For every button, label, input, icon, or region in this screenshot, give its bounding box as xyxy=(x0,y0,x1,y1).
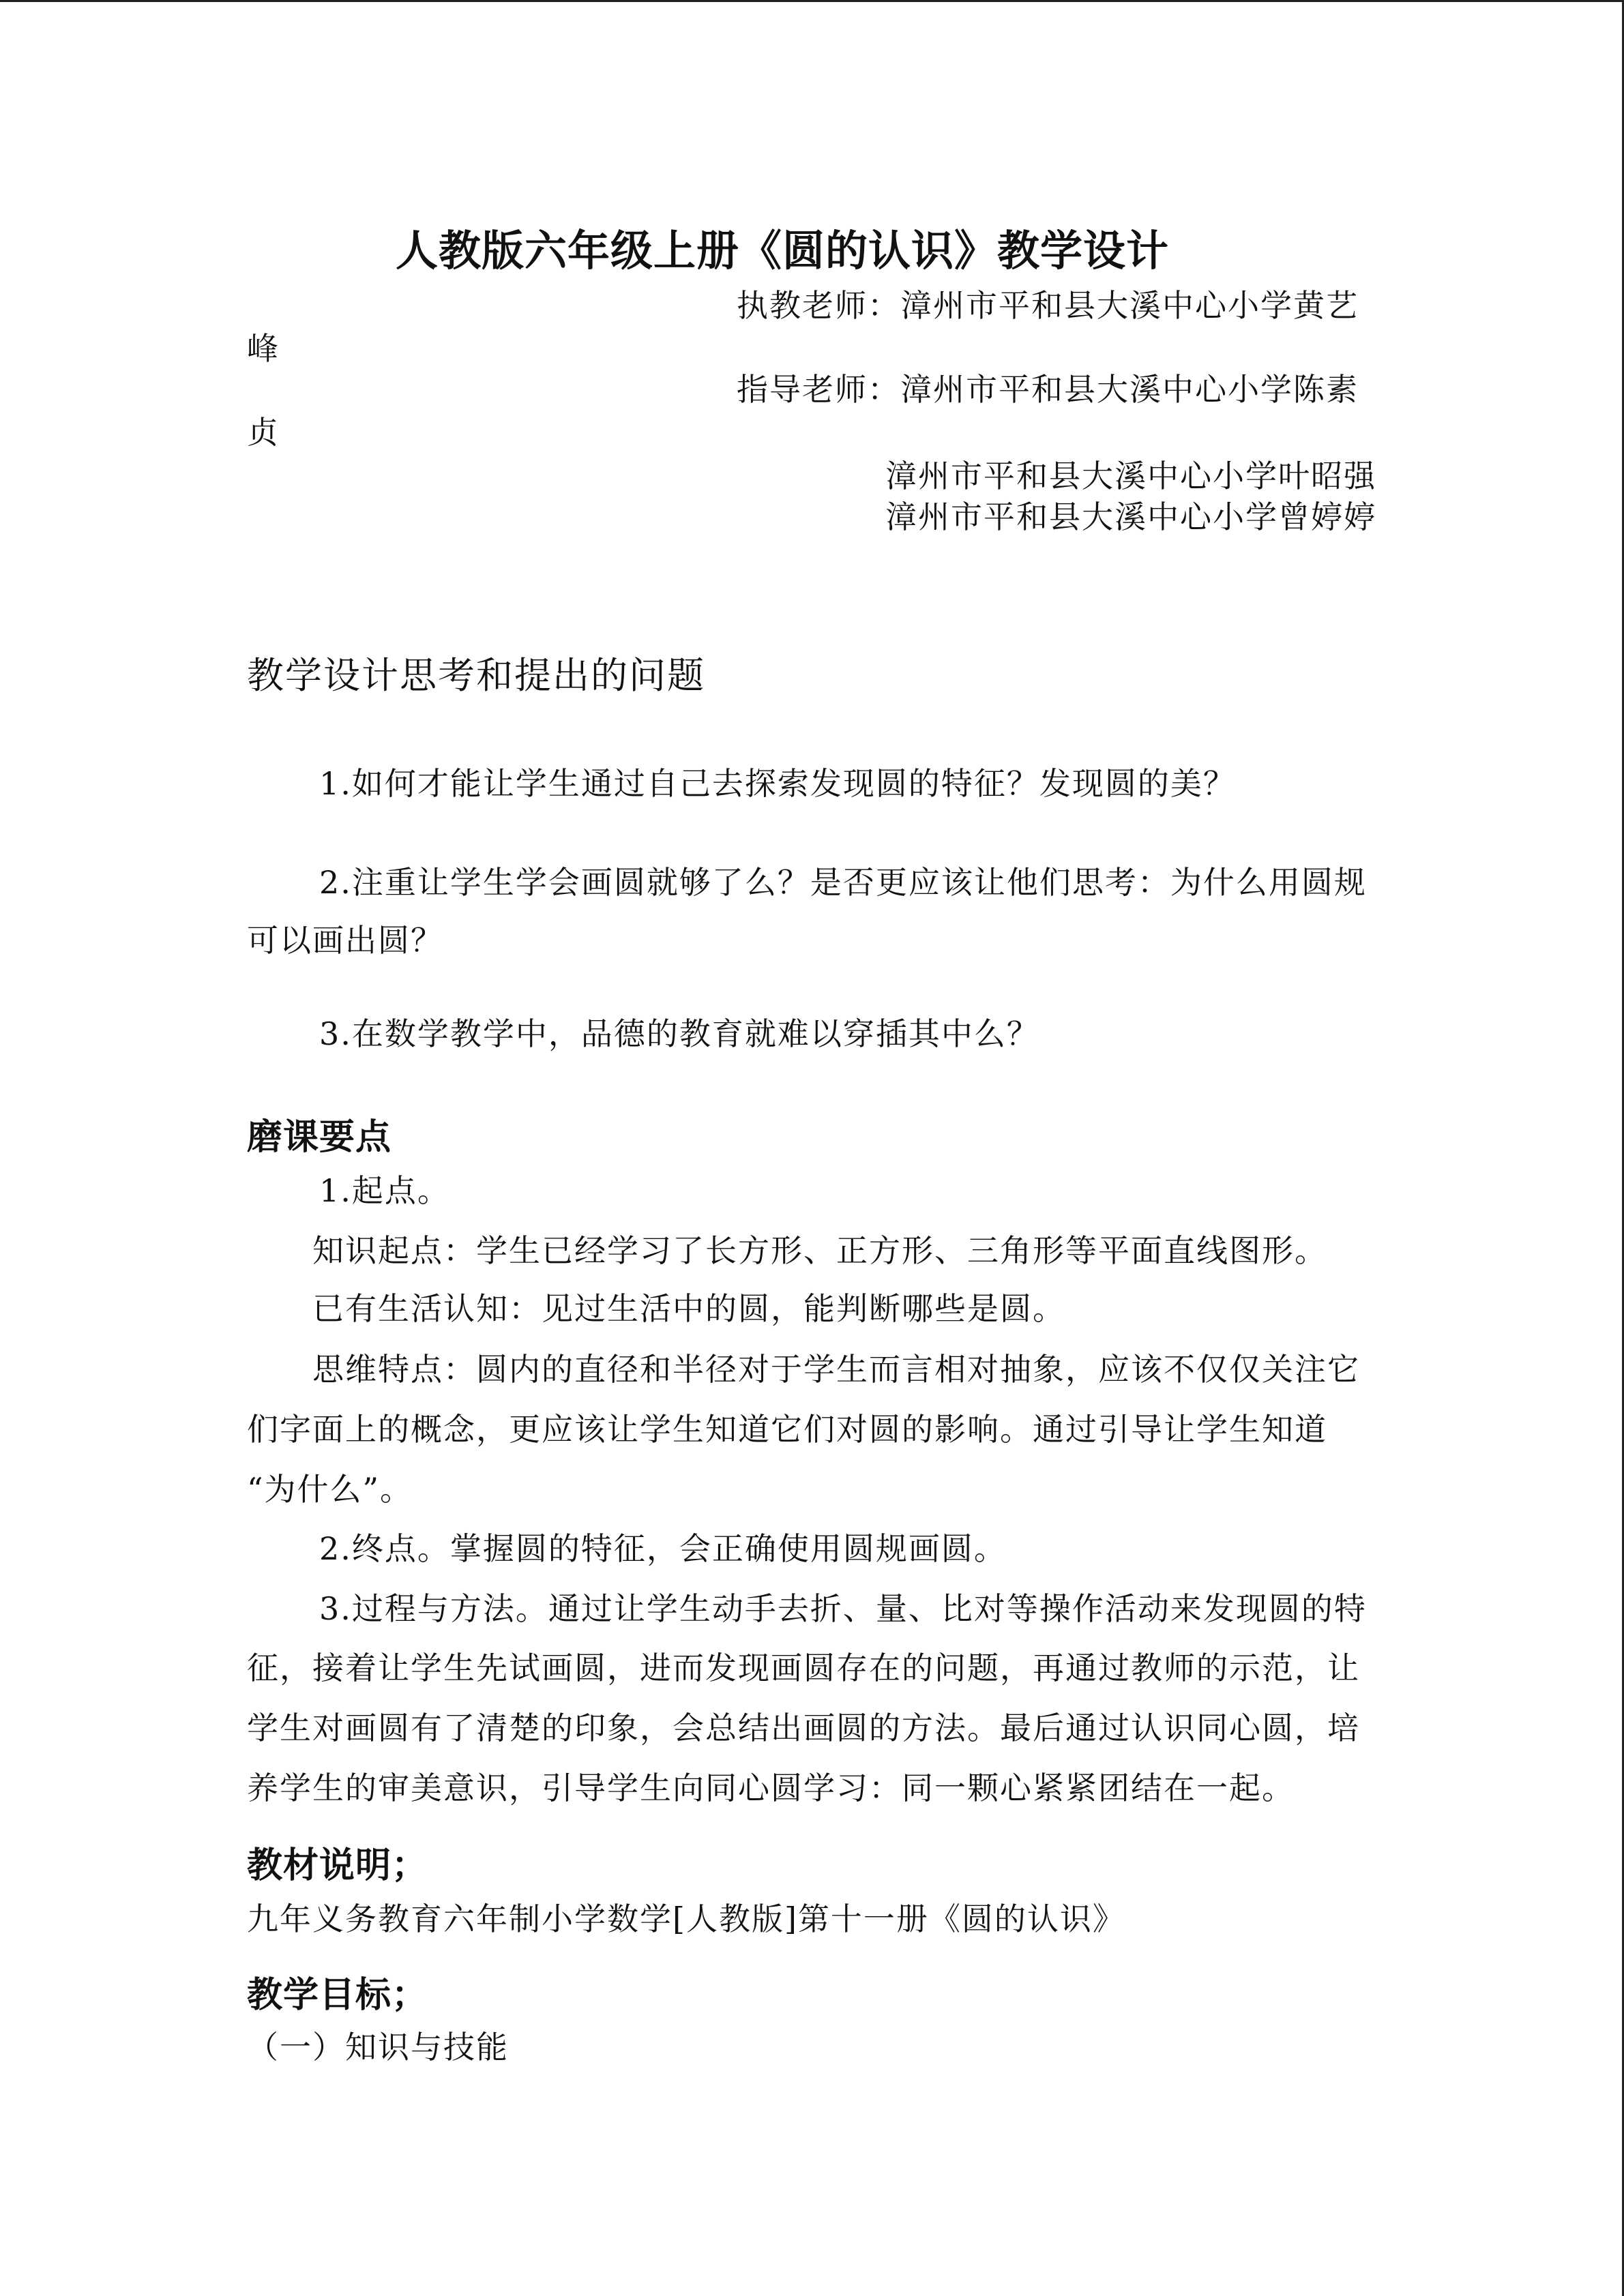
key-point-thinking-line-3: “为什么”。 xyxy=(247,1471,413,1508)
key-point-2: 2.终点。掌握圆的特征，会正确使用圆规画圆。 xyxy=(319,1530,1007,1567)
key-point-1: 1.起点。 xyxy=(319,1172,450,1209)
question-1: 1.如何才能让学生通过自己去探索发现圆的特征？发现圆的美？ xyxy=(319,765,1236,802)
question-2-line-2: 可以画出圆？ xyxy=(247,922,443,959)
teacher-credit-wrap: 峰 xyxy=(247,330,280,367)
section-heading-goals: 教学目标； xyxy=(247,1975,428,2016)
key-point-thinking-line-1: 思维特点：圆内的直径和半径对于学生而言相对抽象，应该不仅仅关注它 xyxy=(312,1351,1360,1388)
key-point-3-line-4: 养学生的审美意识，引导学生向同心圆学习：同一颗心紧紧团结在一起。 xyxy=(247,1770,1295,1806)
key-point-3-line-3: 学生对画圆有了清楚的印象，会总结出画圆的方法。最后通过认识同心圆，培 xyxy=(247,1710,1360,1746)
section-heading-questions: 教学设计思考和提出的问题 xyxy=(247,654,705,697)
key-point-3-line-1: 3.过程与方法。通过让学生动手去折、量、比对等操作活动来发现圆的特 xyxy=(319,1590,1367,1627)
key-point-thinking-line-2: 们字面上的概念，更应该让学生知道它们对圆的影响。通过引导让学生知道 xyxy=(247,1411,1327,1448)
materials-text: 九年义务教育六年制小学数学[人教版]第十一册《圆的认识》 xyxy=(247,1900,1125,1937)
goal-item-1: （一）知识与技能 xyxy=(247,2029,509,2066)
advisor-credit-2: 漳州市平和县大溪中心小学叶昭强 xyxy=(885,458,1376,494)
advisor-credit-3: 漳州市平和县大溪中心小学曾婷婷 xyxy=(885,498,1376,535)
section-heading-key-points: 磨课要点 xyxy=(247,1117,392,1158)
advisor-credit-wrap: 贞 xyxy=(247,414,280,451)
question-2-line-1: 2.注重让学生学会画圆就够了么？是否更应该让他们思考：为什么用圆规 xyxy=(319,864,1367,901)
advisor-credit: 指导老师：漳州市平和县大溪中心小学陈素 xyxy=(737,371,1359,408)
key-point-3-line-2: 征，接着让学生先试画圆，进而发现画圆存在的问题，再通过教师的示范，让 xyxy=(247,1650,1360,1686)
key-point-life: 已有生活认知：见过生活中的圆，能判断哪些是圆。 xyxy=(312,1290,1065,1327)
key-point-knowledge: 知识起点：学生已经学习了长方形、正方形、三角形等平面直线图形。 xyxy=(312,1232,1327,1269)
document-title: 人教版六年级上册《圆的认识》教学设计 xyxy=(396,226,1170,275)
question-3: 3.在数学教学中，品德的教育就难以穿插其中么？ xyxy=(319,1015,1039,1052)
section-heading-materials: 教材说明； xyxy=(247,1845,428,1886)
teacher-credit: 执教老师：漳州市平和县大溪中心小学黄艺 xyxy=(737,287,1359,324)
